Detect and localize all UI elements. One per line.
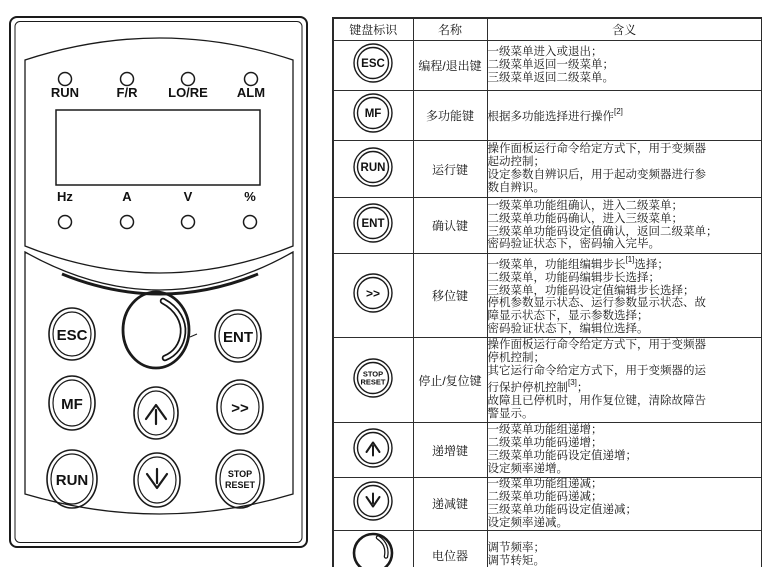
run-led-label: RUN bbox=[50, 85, 80, 100]
key-icon-cell bbox=[333, 423, 413, 478]
meaning-line: 故障且已停机时，用作复位键，清除故障告 bbox=[487, 394, 706, 407]
ent-button-label: ENT bbox=[223, 329, 253, 346]
key-name: 移位键 bbox=[413, 254, 487, 338]
meaning-line: 密码验证状态下，编辑位选择。 bbox=[487, 323, 649, 336]
key-meaning bbox=[487, 254, 762, 338]
key-icon-cell bbox=[333, 41, 413, 91]
key-icon-cell bbox=[333, 198, 413, 254]
key-name: 递减键 bbox=[413, 478, 487, 531]
key-name: 运行键 bbox=[413, 141, 487, 198]
meaning-line: 操作面板运行命令给定方式下，用于变频器 bbox=[487, 143, 706, 156]
table-row bbox=[333, 478, 762, 531]
key-icon-cell bbox=[333, 338, 413, 423]
fr-led bbox=[121, 73, 134, 86]
meaning-line: 起动控制； bbox=[487, 156, 545, 169]
lore-led bbox=[182, 73, 195, 86]
meaning-line: 调节转矩。 bbox=[487, 555, 545, 567]
pct-unit-label: % bbox=[244, 189, 256, 204]
key-icon-cell bbox=[333, 141, 413, 198]
key-meaning bbox=[487, 91, 762, 141]
meaning-line: 二级菜单功能码确认，进入三级菜单； bbox=[487, 212, 683, 225]
column-header-meaning: 含义 bbox=[487, 18, 762, 41]
meaning-line: 一级菜单功能组确认，进入二级菜单； bbox=[487, 199, 683, 212]
run-button-label: RUN bbox=[55, 472, 89, 489]
a-led bbox=[121, 216, 134, 229]
decrement-key-icon bbox=[351, 479, 395, 523]
mf-button-label: MF bbox=[61, 396, 83, 413]
meaning-line: 其它运行命令给定方式下，用于变频器的运 bbox=[487, 365, 706, 378]
meaning-line: 一级菜单功能组递减； bbox=[487, 478, 603, 490]
stop-reset-key-icon bbox=[351, 356, 395, 400]
hz-led bbox=[59, 216, 72, 229]
meaning-line: 一级菜单，功能组编辑步长[1]选择； bbox=[487, 254, 669, 271]
svg-text:RUN: RUN bbox=[360, 161, 386, 174]
shift-key-icon bbox=[351, 271, 395, 315]
key-meaning bbox=[487, 141, 762, 198]
table-row bbox=[333, 41, 762, 91]
esc-button-label: ESC bbox=[56, 327, 88, 344]
meaning-line: 设定参数自辨识后，用于起动变频器进行参 bbox=[487, 169, 706, 181]
meaning-line: 三级菜单返回二级菜单。 bbox=[487, 71, 614, 84]
key-function-table-wrap bbox=[332, 17, 762, 567]
status-led-row bbox=[51, 73, 265, 101]
meaning-line: 警显示。 bbox=[487, 407, 534, 420]
esc-key-icon bbox=[351, 41, 395, 85]
table-row bbox=[333, 338, 762, 423]
meaning-line: 根据多功能选择进行操作[2] bbox=[487, 107, 623, 123]
meaning-line: 密码验证状态下，密码输入完毕。 bbox=[487, 238, 660, 251]
svg-text:STOP: STOP bbox=[363, 369, 384, 378]
meaning-line: 停机控制； bbox=[487, 352, 545, 365]
meaning-line: 二级菜单，功能码编辑步长选择； bbox=[487, 271, 660, 284]
key-meaning bbox=[487, 338, 762, 423]
column-header-name: 名称 bbox=[413, 18, 487, 41]
key-meaning bbox=[487, 198, 762, 254]
up-arrow-icon bbox=[146, 405, 166, 424]
column-header-key-id: 键盘标识 bbox=[333, 18, 413, 41]
table-row bbox=[333, 91, 762, 141]
potentiometer-icon bbox=[351, 531, 395, 567]
unit-led-row bbox=[57, 189, 256, 229]
ent-button bbox=[215, 310, 261, 362]
svg-text:RESET: RESET bbox=[360, 377, 386, 386]
key-meaning bbox=[487, 423, 762, 478]
meaning-line: 调节频率； bbox=[487, 542, 545, 555]
key-name: 停止/复位键 bbox=[413, 338, 487, 423]
v-unit-label: V bbox=[183, 189, 193, 204]
fr-led-label: F/R bbox=[116, 85, 138, 100]
key-function-table bbox=[332, 17, 762, 567]
meaning-line: 一级菜单进入或退出； bbox=[487, 46, 603, 59]
meaning-line: 操作面板运行命令给定方式下，用于变频器 bbox=[487, 339, 706, 352]
lcd-display bbox=[56, 110, 260, 185]
key-meaning bbox=[487, 478, 762, 531]
key-icon-cell bbox=[333, 91, 413, 141]
key-icon-cell bbox=[333, 530, 413, 567]
key-icon-cell bbox=[333, 478, 413, 531]
down-arrow-icon bbox=[147, 469, 167, 488]
key-name: 确认键 bbox=[413, 198, 487, 254]
meaning-line: 三级菜单功能码设定值递增； bbox=[487, 450, 637, 462]
meaning-line: 二级菜单功能码递减； bbox=[487, 490, 603, 503]
up-button bbox=[134, 387, 178, 439]
table-body bbox=[333, 41, 762, 567]
key-name: 多功能键 bbox=[413, 91, 487, 141]
table-row bbox=[333, 254, 762, 338]
table-row bbox=[333, 530, 762, 567]
svg-text:ENT: ENT bbox=[361, 218, 385, 230]
table-row bbox=[333, 141, 762, 198]
lore-led-label: LO/RE bbox=[168, 85, 208, 100]
shift-button bbox=[217, 380, 263, 434]
table-header-row bbox=[333, 18, 762, 41]
shift-button-label: >> bbox=[231, 400, 249, 417]
pct-led bbox=[244, 216, 257, 229]
meaning-line: 三级菜单功能码设定值递减； bbox=[487, 503, 637, 516]
meaning-line: 三级菜单，功能码设定值编辑步长选择； bbox=[487, 284, 695, 297]
down-button bbox=[134, 453, 180, 507]
key-name: 电位器 bbox=[413, 530, 487, 567]
meaning-line: 设定频率递减。 bbox=[487, 516, 568, 529]
key-name: 递增键 bbox=[413, 423, 487, 478]
mf-key-icon bbox=[351, 91, 395, 135]
meaning-line: 设定频率递增。 bbox=[487, 462, 568, 475]
meaning-line: 障显示状态下，显示参数选择； bbox=[487, 310, 649, 323]
meaning-line: 行保护停机控制[3]； bbox=[487, 378, 589, 394]
key-name: 编程/退出键 bbox=[413, 41, 487, 91]
table-row bbox=[333, 423, 762, 478]
stop-label: STOP bbox=[227, 469, 253, 479]
potentiometer-knob bbox=[123, 292, 197, 368]
mf-button bbox=[49, 376, 95, 430]
keypad-figure bbox=[0, 0, 330, 567]
key-meaning bbox=[487, 530, 762, 567]
table-row bbox=[333, 198, 762, 254]
meaning-line: 一级菜单功能组递增； bbox=[487, 424, 603, 437]
svg-text:ESC: ESC bbox=[361, 58, 386, 70]
svg-text:MF: MF bbox=[364, 108, 382, 120]
alm-led bbox=[245, 73, 258, 86]
reset-label: RESET bbox=[224, 480, 256, 490]
key-meaning bbox=[487, 41, 762, 91]
meaning-line: 三级菜单功能码设定值确认，返回二级菜单； bbox=[487, 225, 718, 238]
esc-button bbox=[49, 308, 95, 360]
run-led bbox=[59, 73, 72, 86]
meaning-line: 停机参数显示状态、运行参数显示状态、故 bbox=[487, 297, 706, 310]
hz-unit-label: Hz bbox=[57, 189, 73, 204]
a-unit-label: A bbox=[122, 189, 132, 204]
stop-reset-button bbox=[216, 450, 264, 508]
alm-led-label: ALM bbox=[236, 85, 266, 100]
run-key-icon bbox=[351, 145, 395, 189]
meaning-line: 二级菜单功能码递增； bbox=[487, 437, 603, 450]
meaning-line: 二级菜单返回一级菜单； bbox=[487, 59, 614, 72]
v-led bbox=[182, 216, 195, 229]
ent-key-icon bbox=[351, 201, 395, 245]
key-icon-cell bbox=[333, 254, 413, 338]
meaning-line: 数自辨识。 bbox=[487, 181, 545, 194]
svg-text:>>: >> bbox=[366, 286, 381, 301]
run-button bbox=[47, 450, 97, 508]
increment-key-icon bbox=[351, 426, 395, 470]
